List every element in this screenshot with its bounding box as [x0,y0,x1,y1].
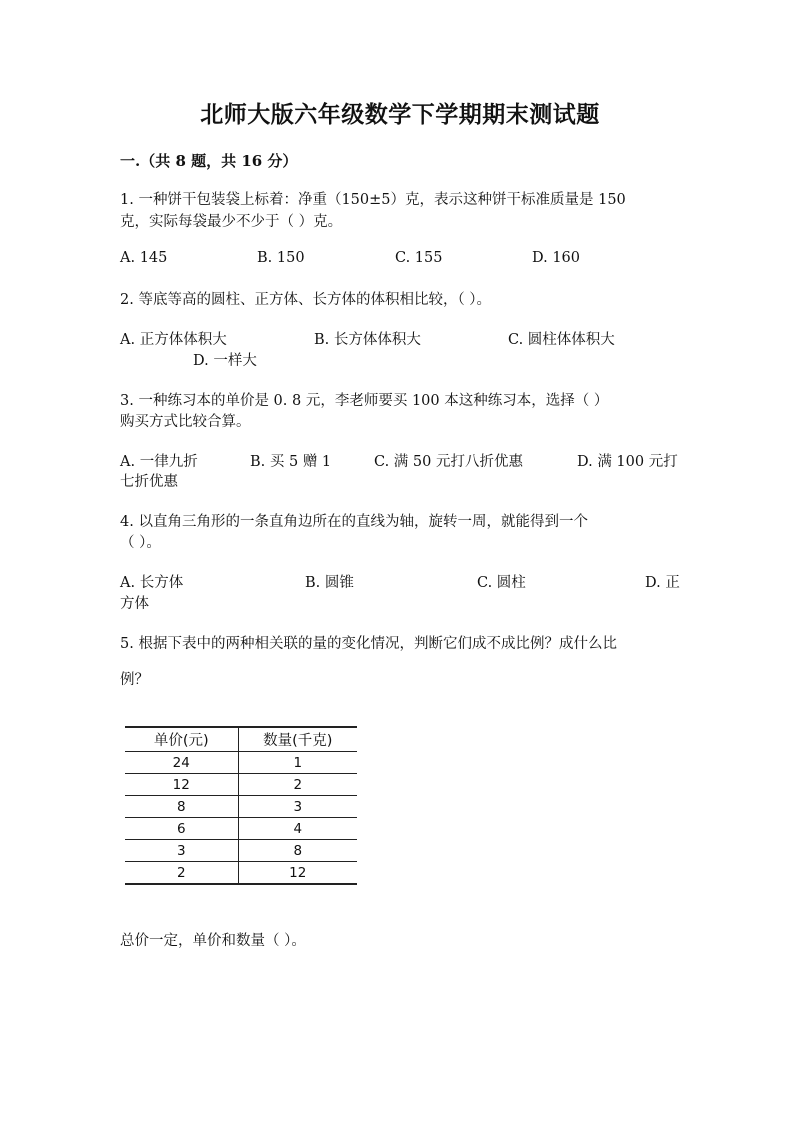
question-5-footer: 总价一定，单价和数量（ ）。 [120,933,306,949]
question-5-line-1: 5. 根据下表中的两种相关联的量的变化情况，判断它们成不成比例？成什么比 [120,636,617,652]
question-3-option-d-continued: 七折优惠 [120,474,178,490]
price-quantity-table [125,726,357,885]
table-row [125,774,357,796]
table-cell-price: 8 [125,796,238,818]
page-title: 北师大版六年级数学下学期期末测试题 [200,101,600,128]
table-row [125,752,357,774]
question-1-option-a[interactable]: A. 145 [120,250,168,266]
table-cell-price: 2 [125,862,238,885]
table-cell-quantity: 1 [238,752,357,774]
question-2-option-a[interactable]: A. 正方体体积大 [120,332,227,348]
table-cell-price: 6 [125,818,238,840]
table-cell-quantity: 8 [238,840,357,862]
question-4-line-1: 4. 以直角三角形的一条直角边所在的直线为轴，旋转一周，就能得到一个 [120,514,588,530]
question-3-option-c[interactable]: C. 满 50 元打八折优惠 [374,454,523,470]
question-3-option-b[interactable]: B. 买 5 赠 1 [250,454,332,470]
question-4-option-c[interactable]: C. 圆柱 [477,575,526,591]
table-header-price: 单价(元) [125,727,238,752]
question-1-option-d[interactable]: D. 160 [532,250,581,266]
table-header-row [125,727,357,752]
question-3-line-2: 购买方式比较合算。 [120,414,251,430]
table-cell-quantity: 3 [238,796,357,818]
question-1-line-1: 1. 一种饼干包装袋上标着：净重（150±5）克，表示这种饼干标准质量是 150 [120,192,626,208]
question-4-option-d-continued: 方体 [120,596,149,612]
table-cell-price: 12 [125,774,238,796]
question-2-line-1: 2. 等底等高的圆柱、正方体、长方体的体积相比较，（ ）。 [120,292,492,308]
question-4-option-d[interactable]: D. 正 [645,575,680,591]
question-4-option-b[interactable]: B. 圆锥 [305,575,354,591]
table-cell-price: 24 [125,752,238,774]
section-header: 一.（共 8 题，共 16 分） [120,152,298,170]
table-cell-price: 3 [125,840,238,862]
question-4-line-2: （ ）。 [120,535,161,551]
question-1-line-2: 克，实际每袋最少不少于（ ）克。 [120,214,343,230]
question-2-option-d[interactable]: D. 一样大 [193,353,257,369]
table-cell-quantity: 2 [238,774,357,796]
table-row [125,796,357,818]
table-cell-quantity: 4 [238,818,357,840]
table-row [125,840,357,862]
question-3-option-a[interactable]: A. 一律九折 [120,454,198,470]
table-row [125,862,357,885]
question-2-option-b[interactable]: B. 长方体体积大 [314,332,421,348]
table-cell-quantity: 12 [238,862,357,885]
question-2-option-c[interactable]: C. 圆柱体体积大 [508,332,615,348]
table-row [125,818,357,840]
question-1-option-c[interactable]: C. 155 [395,250,443,266]
question-3-option-d[interactable]: D. 满 100 元打 [577,454,678,470]
question-4-option-a[interactable]: A. 长方体 [120,575,184,591]
question-3-line-1: 3. 一种练习本的单价是 0. 8 元，李老师要买 100 本这种练习本，选择（ ） [120,393,609,409]
question-1-option-b[interactable]: B. 150 [257,250,305,266]
question-5-line-2: 例？ [120,672,149,688]
table-header-quantity: 数量(千克) [238,727,357,752]
